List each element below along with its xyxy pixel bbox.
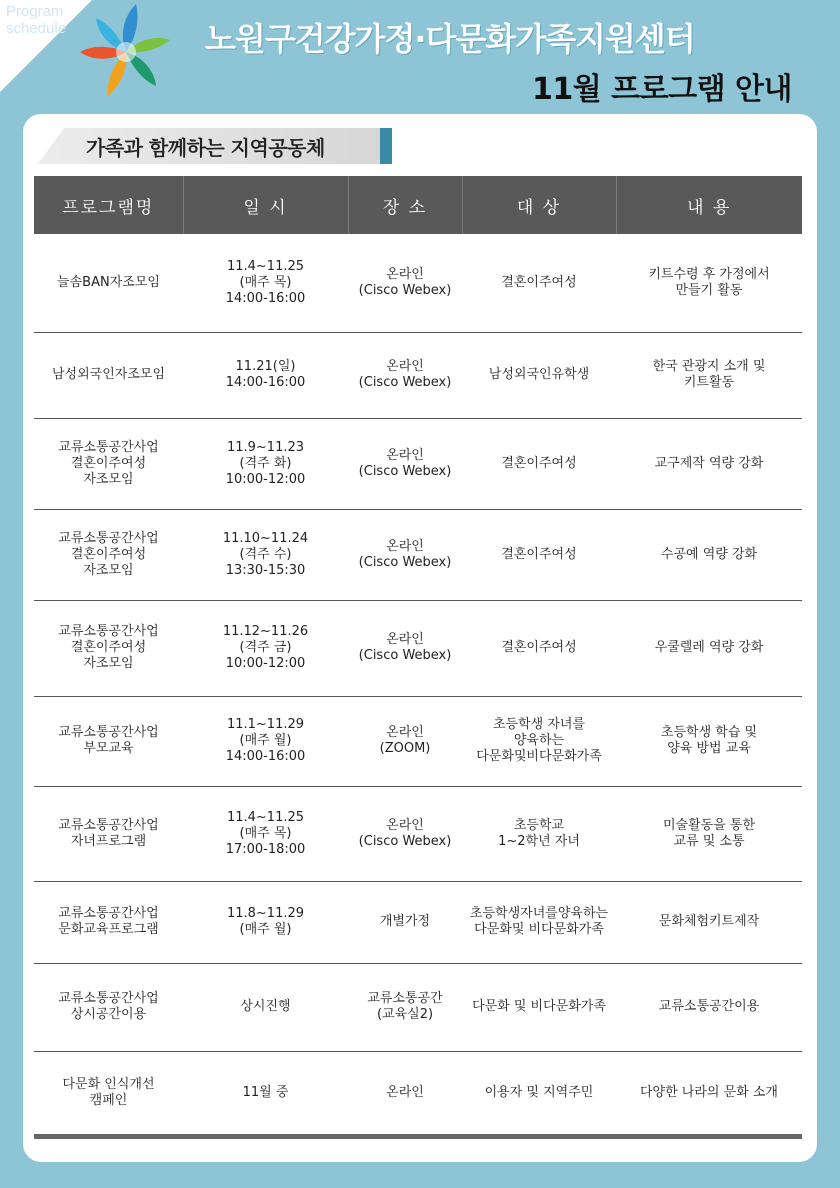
cell-location: 온라인 [386, 1085, 424, 1101]
cell-program-name: 늘솜BAN자조모임 [34, 234, 183, 332]
cell-content: 다양한 나라의 문화 소개 [640, 1085, 778, 1101]
cell-target: 결혼이주여성 [462, 418, 616, 509]
cell-date-time: 11.10~11.24 (격주 수) 13:30-15:30 [183, 509, 348, 600]
section-accent [380, 128, 392, 164]
cell-date-time: 11.21(일) 14:00-16:00 [183, 332, 348, 418]
cell-content: 한국 관광지 소개 및 키트활동 [616, 332, 802, 418]
table-row [34, 786, 802, 881]
month-title: 11월 프로그램 안내 [532, 72, 792, 107]
cell-location: 온라인 (Cisco Webex) [348, 600, 462, 696]
cell-program-name: 다문화 인식개선 캠페인 [62, 1077, 155, 1109]
table-row [34, 332, 802, 418]
cell-location: 개별가정 [348, 881, 462, 963]
schedule-table [34, 176, 802, 1135]
cell-content: 수공예 역량 강화 [616, 509, 802, 600]
cell-location: 온라인 (ZOOM) [348, 696, 462, 786]
cell-location: 교류소통공간 (교육실2) [348, 963, 462, 1051]
cell-content: 키트수령 후 가정에서 만들기 활동 [616, 234, 802, 332]
cell-content: 교구제작 역량 강화 [616, 418, 802, 509]
section-title: 가족과 함께하는 지역공동체 [86, 136, 325, 160]
cell-program-name: 교류소통공간사업 문화교육프로그램 [34, 881, 183, 963]
header-location: 장 소 [348, 176, 462, 234]
cell-program-name: 교류소통공간사업 상시공간이용 [34, 963, 183, 1051]
bottom-divider [34, 1134, 802, 1139]
header-target: 대 상 [462, 176, 616, 234]
center-logo-icon [68, 2, 180, 102]
cell-program-name: 남성외국인자조모임 [34, 332, 183, 418]
cell-target: 결혼이주여성 [462, 509, 616, 600]
header-program-name: 프로그램명 [34, 176, 183, 234]
table-header-row [34, 176, 802, 234]
cell-date-time: 11.8~11.29 (매주 월) [183, 881, 348, 963]
cell-program-name: 교류소통공간사업 자녀프로그램 [34, 786, 183, 881]
table-row [34, 418, 802, 509]
cell-content: 미술활동을 통한 교류 및 소통 [616, 786, 802, 881]
table-row [34, 234, 802, 332]
cell-location: 온라인 (Cisco Webex) [348, 509, 462, 600]
table-row [34, 1051, 802, 1135]
cell-content: 문화체험키트제작 [616, 881, 802, 963]
table-row [34, 696, 802, 786]
cell-date-time: 11.4~11.25 (매주 목) 14:00-16:00 [183, 234, 348, 332]
cell-program-name: 교류소통공간사업 결혼이주여성 자조모임 [34, 600, 183, 696]
cell-target: 초등학교 1~2학년 자녀 [462, 786, 616, 881]
table-row [34, 881, 802, 963]
cell-date-time: 상시진행 [183, 963, 348, 1051]
cell-target: 결혼이주여성 [462, 600, 616, 696]
header-date-time: 일 시 [183, 176, 348, 234]
cell-content: 우쿨렐레 역량 강화 [616, 600, 802, 696]
center-name: 노원구건강가정·다문화가족지원센터 [205, 20, 695, 58]
cell-date-time: 11.4~11.25 (매주 목) 17:00-18:00 [183, 786, 348, 881]
cell-location: 온라인 (Cisco Webex) [348, 234, 462, 332]
cell-date-time: 11.9~11.23 (격주 화) 10:00-12:00 [183, 418, 348, 509]
cell-target: 남성외국인유학생 [462, 332, 616, 418]
cell-location: 온라인 (Cisco Webex) [348, 332, 462, 418]
cell-target: 이용자 및 지역주민 [484, 1085, 594, 1101]
cell-date-time: 11월 중 [242, 1085, 289, 1101]
header-content: 내 용 [616, 176, 802, 234]
cell-location: 온라인 (Cisco Webex) [348, 418, 462, 509]
cell-program-name: 교류소통공간사업 부모교육 [34, 696, 183, 786]
program-schedule-label: Program schedule [6, 3, 67, 37]
table-row [34, 600, 802, 696]
cell-target: 다문화 및 비다문화가족 [462, 963, 616, 1051]
cell-target: 초등학생자녀를양육하는 다문화및 비다문화가족 [462, 881, 616, 963]
cell-location: 온라인 (Cisco Webex) [348, 786, 462, 881]
cell-content: 교류소통공간이용 [616, 963, 802, 1051]
cell-date-time: 11.12~11.26 (격주 금) 10:00-12:00 [183, 600, 348, 696]
cell-target: 결혼이주여성 [462, 234, 616, 332]
cell-target: 초등학생 자녀를 양육하는 다문화및비다문화가족 [462, 696, 616, 786]
cell-program-name: 교류소통공간사업 결혼이주여성 자조모임 [34, 418, 183, 509]
table-row [34, 963, 802, 1051]
cell-date-time: 11.1~11.29 (매주 월) 14:00-16:00 [183, 696, 348, 786]
cell-program-name: 교류소통공간사업 결혼이주여성 자조모임 [34, 509, 183, 600]
cell-content: 초등학생 학습 및 양육 방법 교육 [616, 696, 802, 786]
table-row [34, 509, 802, 600]
